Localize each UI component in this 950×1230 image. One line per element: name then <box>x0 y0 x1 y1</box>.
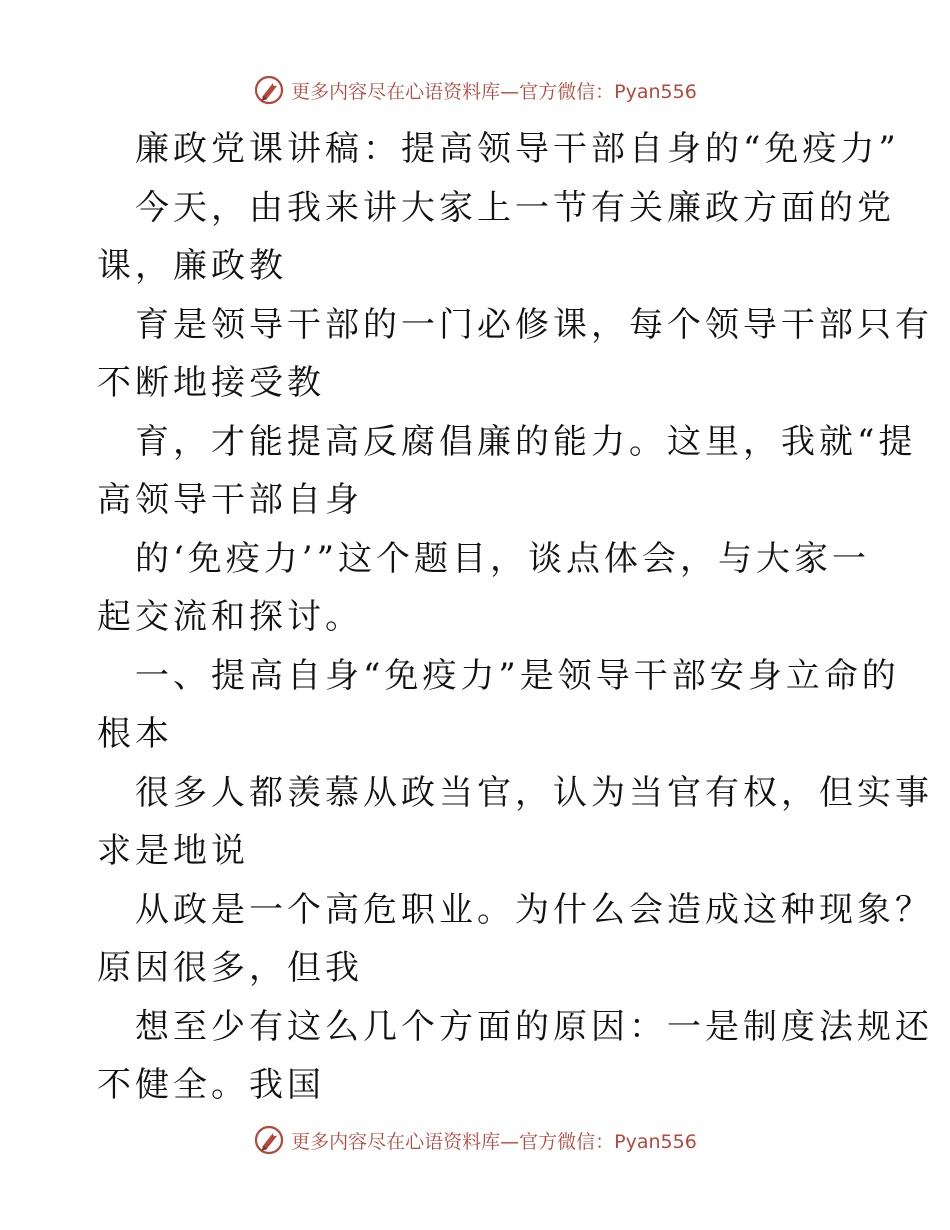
document-line: 很多人都羡慕从政当官，认为当官有权，但实事 <box>135 772 933 813</box>
header-banner <box>0 72 950 108</box>
header-banner-text: 更多内容尽在心语资料库—官方微信：Pyan556 <box>291 80 697 103</box>
document-line: 不断地接受教 <box>97 363 325 403</box>
document-line: 一、提高自身“免疫力”是领导干部安身立命的 <box>135 655 900 696</box>
document-line: 的‘免疫力’”这个题目，谈点体会，与大家一 <box>135 538 870 579</box>
document-line: 育，才能提高反腐倡廉的能力。这里，我就“提 <box>135 421 917 462</box>
footer-banner-text: 更多内容尽在心语资料库—官方微信：Pyan556 <box>291 1130 697 1153</box>
document-line: 廉政党课讲稿：提高领导干部自身的“免疫力” <box>135 129 900 169</box>
header-banner-inner <box>253 74 697 106</box>
pen-quill-logo-icon <box>253 74 285 106</box>
document-line: 求是地说 <box>97 831 249 871</box>
document-line: 起交流和探讨。 <box>97 597 363 637</box>
document-line: 从政是一个高危职业。为什么会造成这种现象？ <box>135 889 933 930</box>
document-line: 根本 <box>97 714 173 754</box>
document-line: 育是领导干部的一门必修课，每个领导干部只有 <box>135 304 933 345</box>
document-line: 不健全。我国 <box>97 1065 325 1105</box>
document-line: 想至少有这么几个方面的原因：一是制度法规还 <box>135 1006 933 1047</box>
footer-banner <box>0 1122 950 1158</box>
document-line: 课，廉政教 <box>97 246 287 286</box>
document-line: 原因很多，但我 <box>97 948 363 988</box>
footer-banner-inner <box>253 1124 697 1156</box>
document-body <box>97 120 933 1115</box>
pen-quill-logo-icon <box>253 1124 285 1156</box>
document-line: 高领导干部自身 <box>97 480 363 520</box>
document-line: 今天，由我来讲大家上一节有关廉政方面的党 <box>135 187 895 228</box>
